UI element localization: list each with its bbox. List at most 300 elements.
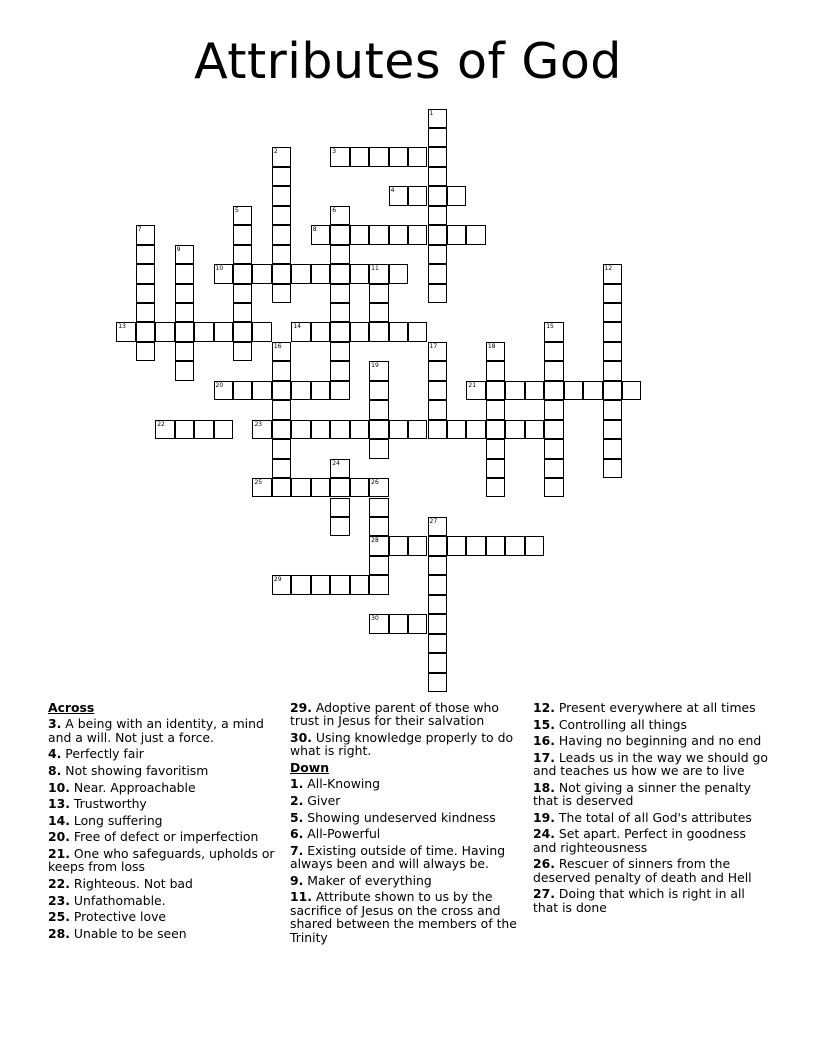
across-clue-28 xyxy=(48,927,284,940)
grid-cell[interactable] xyxy=(330,498,349,517)
clue-number: 17. xyxy=(533,749,555,765)
clue-number: 29. xyxy=(290,700,312,715)
grid-cell[interactable] xyxy=(116,322,135,341)
clue-text: Existing outside of time. Having always been and will always be. xyxy=(290,842,506,872)
clue-number: 8. xyxy=(48,763,62,778)
down-clue-5 xyxy=(290,811,526,824)
grid-cell[interactable] xyxy=(252,264,271,283)
grid-cell[interactable] xyxy=(330,342,349,361)
grid-cell[interactable] xyxy=(389,186,408,205)
grid-cell[interactable] xyxy=(369,536,388,555)
grid-cell[interactable] xyxy=(525,420,544,439)
across-clue-30 xyxy=(290,731,526,758)
grid-cell[interactable] xyxy=(311,420,330,439)
grid-cell[interactable] xyxy=(311,322,330,341)
grid-cell[interactable] xyxy=(583,381,602,400)
grid-cell[interactable] xyxy=(350,478,369,497)
grid-cell[interactable] xyxy=(175,284,194,303)
cell-number: 22 xyxy=(157,420,165,428)
clue-text: Perfectly fair xyxy=(65,746,144,762)
grid-cell[interactable] xyxy=(603,400,622,419)
grid-cell[interactable] xyxy=(233,381,252,400)
grid-cell[interactable] xyxy=(272,575,291,594)
grid-cell[interactable] xyxy=(291,575,310,594)
clue-text: Righteous. Not bad xyxy=(73,875,193,891)
grid-cell[interactable] xyxy=(408,322,427,341)
grid-cell[interactable] xyxy=(330,459,349,478)
grid-cell[interactable] xyxy=(311,381,330,400)
grid-cell[interactable] xyxy=(428,420,447,439)
grid-cell[interactable] xyxy=(369,284,388,303)
grid-cell[interactable] xyxy=(214,381,233,400)
grid-cell[interactable] xyxy=(233,322,252,341)
grid-cell[interactable] xyxy=(428,206,447,225)
cell-number: 16 xyxy=(273,342,282,350)
grid-cell[interactable] xyxy=(350,147,369,166)
clue-text: Long suffering xyxy=(73,812,163,828)
clue-text: Unable to be seen xyxy=(73,925,187,941)
clue-text: Using knowledge properly to do what is right. xyxy=(290,730,514,759)
clue-number: 5. xyxy=(290,809,304,825)
grid-cell[interactable] xyxy=(272,400,291,419)
down-clue-17 xyxy=(533,751,773,778)
clue-text: Unfathomable. xyxy=(73,892,166,908)
cell-number: 26 xyxy=(371,479,379,487)
grid-cell[interactable] xyxy=(272,381,291,400)
grid-cell[interactable] xyxy=(544,459,563,478)
grid-cell[interactable] xyxy=(369,556,388,575)
grid-cell[interactable] xyxy=(136,342,155,361)
down-clue-2 xyxy=(290,794,526,807)
grid-cell[interactable] xyxy=(330,478,349,497)
grid-cell[interactable] xyxy=(330,361,349,380)
grid-cell[interactable] xyxy=(369,264,388,283)
clue-number: 21. xyxy=(48,845,70,861)
grid-cell[interactable] xyxy=(544,478,563,497)
grid-cell[interactable] xyxy=(272,225,291,244)
clue-text: Controlling all things xyxy=(558,716,687,732)
grid-cell[interactable] xyxy=(330,284,349,303)
grid-cell[interactable] xyxy=(175,264,194,283)
grid-cell[interactable] xyxy=(389,264,408,283)
grid-cell[interactable] xyxy=(194,420,213,439)
grid-cell[interactable] xyxy=(233,245,252,264)
grid-cell[interactable] xyxy=(428,167,447,186)
grid-cell[interactable] xyxy=(272,147,291,166)
grid-cell[interactable] xyxy=(603,322,622,341)
across-clue-22 xyxy=(48,877,284,890)
grid-cell[interactable] xyxy=(233,264,252,283)
cell-number: 8 xyxy=(312,226,317,234)
grid-cell[interactable] xyxy=(603,264,622,283)
grid-cell[interactable] xyxy=(272,245,291,264)
down-clue-12 xyxy=(533,701,773,714)
grid-cell[interactable] xyxy=(214,420,233,439)
clue-text: Doing that which is right in all that is done xyxy=(533,886,745,915)
clue-text: A being with an identity, a mind and a will. Not just a force. xyxy=(48,716,264,745)
grid-cell[interactable] xyxy=(428,109,447,128)
clues-column-3 xyxy=(533,701,773,917)
grid-cell[interactable] xyxy=(486,342,505,361)
cell-number: 7 xyxy=(137,226,142,234)
grid-cell[interactable] xyxy=(369,420,388,439)
grid-cell[interactable] xyxy=(544,400,563,419)
grid-cell[interactable] xyxy=(330,206,349,225)
cell-number: 21 xyxy=(468,381,477,389)
down-clue-1 xyxy=(290,777,526,790)
grid-cell[interactable] xyxy=(330,147,349,166)
down-clue-26 xyxy=(533,857,773,884)
grid-cell[interactable] xyxy=(603,459,622,478)
cell-number: 1 xyxy=(429,109,434,117)
grid-cell[interactable] xyxy=(447,225,466,244)
clue-number: 19. xyxy=(533,809,555,825)
cell-number: 6 xyxy=(332,206,337,214)
grid-cell[interactable] xyxy=(505,536,524,555)
grid-cell[interactable] xyxy=(544,342,563,361)
grid-cell[interactable] xyxy=(311,478,330,497)
grid-cell[interactable] xyxy=(603,361,622,380)
grid-cell[interactable] xyxy=(369,575,388,594)
grid-cell[interactable] xyxy=(369,614,388,633)
grid-cell[interactable] xyxy=(311,225,330,244)
grid-cell[interactable] xyxy=(233,342,252,361)
grid-cell[interactable] xyxy=(603,381,622,400)
grid-cell[interactable] xyxy=(330,420,349,439)
grid-cell[interactable] xyxy=(369,517,388,536)
grid-cell[interactable] xyxy=(428,342,447,361)
cell-number: 25 xyxy=(254,479,263,487)
cell-number: 19 xyxy=(371,362,379,370)
grid-cell[interactable] xyxy=(350,322,369,341)
grid-cell[interactable] xyxy=(564,381,583,400)
clue-number: 2. xyxy=(290,793,304,808)
clue-text: One who safeguards, upholds or keeps from loss xyxy=(48,845,275,875)
down-heading: Down xyxy=(290,760,330,775)
clue-text: All-Knowing xyxy=(307,776,380,792)
grid-cell[interactable] xyxy=(428,381,447,400)
grid-cell[interactable] xyxy=(428,634,447,653)
grid-cell[interactable] xyxy=(272,342,291,361)
grid-cell[interactable] xyxy=(408,147,427,166)
grid-cell[interactable] xyxy=(486,400,505,419)
grid-cell[interactable] xyxy=(466,420,485,439)
clue-number: 16. xyxy=(533,733,555,749)
grid-cell[interactable] xyxy=(505,381,524,400)
grid-cell[interactable] xyxy=(466,381,485,400)
down-clue-11 xyxy=(290,890,526,944)
grid-cell[interactable] xyxy=(408,536,427,555)
grid-cell[interactable] xyxy=(291,264,310,283)
cell-number: 12 xyxy=(604,265,613,273)
across-clue-13 xyxy=(48,797,284,810)
grid-cell[interactable] xyxy=(311,575,330,594)
cell-number: 15 xyxy=(546,323,554,331)
clue-number: 10. xyxy=(48,779,70,795)
clue-text: Attribute shown to us by the sacrifice of Jesus on the cross and shared between the members of the Trinity xyxy=(290,889,517,945)
grid-cell[interactable] xyxy=(369,147,388,166)
grid-cell[interactable] xyxy=(525,536,544,555)
grid-cell[interactable] xyxy=(428,536,447,555)
grid-cell[interactable] xyxy=(486,478,505,497)
grid-cell[interactable] xyxy=(369,478,388,497)
clue-number: 25. xyxy=(48,909,70,925)
grid-cell[interactable] xyxy=(330,245,349,264)
grid-cell[interactable] xyxy=(233,303,252,322)
grid-cell[interactable] xyxy=(544,381,563,400)
grid-cell[interactable] xyxy=(428,361,447,380)
grid-cell[interactable] xyxy=(291,322,310,341)
grid-cell[interactable] xyxy=(603,284,622,303)
grid-cell[interactable] xyxy=(428,400,447,419)
grid-cell[interactable] xyxy=(525,381,544,400)
down-clue-6 xyxy=(290,827,526,840)
cell-number: 11 xyxy=(371,265,379,273)
across-heading: Across xyxy=(48,700,95,715)
across-clue-8 xyxy=(48,764,284,777)
cell-number: 20 xyxy=(215,381,224,389)
clue-number: 15. xyxy=(533,716,555,732)
grid-cell[interactable] xyxy=(252,478,271,497)
grid-cell[interactable] xyxy=(603,303,622,322)
clue-number: 24. xyxy=(533,826,555,842)
grid-cell[interactable] xyxy=(311,264,330,283)
cell-number: 30 xyxy=(371,615,379,623)
cell-number: 18 xyxy=(487,342,496,350)
grid-cell[interactable] xyxy=(389,322,408,341)
across-clue-20 xyxy=(48,830,284,843)
clue-text: All-Powerful xyxy=(307,826,381,842)
cell-number: 29 xyxy=(273,576,282,584)
down-clue-27 xyxy=(533,887,773,914)
clue-text: Adoptive parent of those who trust in Jesus for their salvation xyxy=(290,700,499,729)
grid-cell[interactable] xyxy=(544,361,563,380)
grid-cell[interactable] xyxy=(136,284,155,303)
grid-cell[interactable] xyxy=(136,303,155,322)
grid-cell[interactable] xyxy=(428,147,447,166)
clue-text: Trustworthy xyxy=(73,796,147,812)
grid-cell[interactable] xyxy=(486,420,505,439)
down-clue-15 xyxy=(533,718,773,731)
clue-number: 12. xyxy=(533,700,555,715)
grid-cell[interactable] xyxy=(136,264,155,283)
grid-cell[interactable] xyxy=(330,381,349,400)
grid-cell[interactable] xyxy=(214,264,233,283)
grid-cell[interactable] xyxy=(428,517,447,536)
across-clue-3 xyxy=(48,717,284,744)
grid-cell[interactable] xyxy=(622,381,641,400)
grid-cell[interactable] xyxy=(447,420,466,439)
grid-cell[interactable] xyxy=(428,595,447,614)
clue-number: 30. xyxy=(290,730,312,745)
grid-cell[interactable] xyxy=(466,225,485,244)
grid-cell[interactable] xyxy=(486,381,505,400)
grid-cell[interactable] xyxy=(350,225,369,244)
grid-cell[interactable] xyxy=(175,361,194,380)
grid-cell[interactable] xyxy=(428,575,447,594)
clue-text: Giver xyxy=(307,793,341,808)
grid-cell[interactable] xyxy=(350,575,369,594)
grid-cell[interactable] xyxy=(291,420,310,439)
grid-cell[interactable] xyxy=(408,614,427,633)
grid-cell[interactable] xyxy=(252,322,271,341)
grid-cell[interactable] xyxy=(272,186,291,205)
clue-number: 28. xyxy=(48,925,70,941)
grid-cell[interactable] xyxy=(272,284,291,303)
grid-cell[interactable] xyxy=(272,459,291,478)
down-clue-18 xyxy=(533,781,773,808)
grid-cell[interactable] xyxy=(369,400,388,419)
clue-number: 11. xyxy=(290,889,312,905)
grid-cell[interactable] xyxy=(330,225,349,244)
down-clue-24 xyxy=(533,827,773,854)
grid-cell[interactable] xyxy=(603,439,622,458)
grid-cell[interactable] xyxy=(486,459,505,478)
grid-cell[interactable] xyxy=(175,303,194,322)
across-clue-4 xyxy=(48,747,284,760)
grid-cell[interactable] xyxy=(408,186,427,205)
grid-cell[interactable] xyxy=(447,186,466,205)
grid-cell[interactable] xyxy=(466,536,485,555)
grid-cell[interactable] xyxy=(272,478,291,497)
grid-cell[interactable] xyxy=(330,303,349,322)
grid-cell[interactable] xyxy=(272,264,291,283)
grid-cell[interactable] xyxy=(369,498,388,517)
cell-number: 2 xyxy=(273,148,278,156)
clue-text: Set apart. Perfect in goodness and righteousness xyxy=(533,826,746,855)
clue-text: Not showing favoritism xyxy=(65,763,209,778)
grid-cell[interactable] xyxy=(350,420,369,439)
grid-cell[interactable] xyxy=(369,322,388,341)
grid-cell[interactable] xyxy=(369,361,388,380)
grid-cell[interactable] xyxy=(428,556,447,575)
clue-text: Showing undeserved kindness xyxy=(307,809,496,825)
grid-cell[interactable] xyxy=(505,420,524,439)
grid-cell[interactable] xyxy=(486,439,505,458)
clue-text: Not giving a sinner the penalty that is deserved xyxy=(533,779,751,809)
across-clue-25 xyxy=(48,910,284,923)
grid-cell[interactable] xyxy=(447,536,466,555)
clue-number: 7. xyxy=(290,842,304,858)
grid-cell[interactable] xyxy=(428,653,447,672)
cell-number: 23 xyxy=(254,420,263,428)
grid-cell[interactable] xyxy=(175,420,194,439)
grid-cell[interactable] xyxy=(330,575,349,594)
grid-cell[interactable] xyxy=(272,420,291,439)
cell-number: 5 xyxy=(235,206,239,214)
clue-number: 1. xyxy=(290,776,304,792)
clue-number: 13. xyxy=(48,796,70,812)
across-clue-14 xyxy=(48,814,284,827)
grid-cell[interactable] xyxy=(389,420,408,439)
grid-cell[interactable] xyxy=(155,322,174,341)
down-clue-19 xyxy=(533,811,773,824)
grid-cell[interactable] xyxy=(291,381,310,400)
grid-cell[interactable] xyxy=(272,361,291,380)
grid-cell[interactable] xyxy=(272,206,291,225)
clue-text: Having no beginning and no end xyxy=(558,733,762,749)
grid-cell[interactable] xyxy=(544,420,563,439)
clue-text: Leads us in the way we should go and teaches us how we are to live xyxy=(533,749,768,779)
grid-cell[interactable] xyxy=(252,381,271,400)
grid-cell[interactable] xyxy=(155,420,174,439)
cell-number: 9 xyxy=(176,245,181,253)
cell-number: 24 xyxy=(332,459,340,467)
grid-cell[interactable] xyxy=(428,225,447,244)
grid-cell[interactable] xyxy=(330,322,349,341)
grid-cell[interactable] xyxy=(272,167,291,186)
clue-number: 20. xyxy=(48,829,70,845)
grid-cell[interactable] xyxy=(369,303,388,322)
grid-cell[interactable] xyxy=(136,245,155,264)
grid-cell[interactable] xyxy=(428,264,447,283)
grid-cell[interactable] xyxy=(233,284,252,303)
grid-cell[interactable] xyxy=(389,614,408,633)
grid-cell[interactable] xyxy=(544,322,563,341)
grid-cell[interactable] xyxy=(214,322,233,341)
grid-cell[interactable] xyxy=(428,284,447,303)
grid-cell[interactable] xyxy=(233,225,252,244)
across-clue-10 xyxy=(48,781,284,794)
grid-cell[interactable] xyxy=(330,264,349,283)
grid-cell[interactable] xyxy=(428,245,447,264)
cell-number: 10 xyxy=(215,265,224,273)
grid-cell[interactable] xyxy=(603,420,622,439)
grid-cell[interactable] xyxy=(194,322,213,341)
grid-cell[interactable] xyxy=(252,420,271,439)
cell-number: 27 xyxy=(429,517,438,525)
clue-number: 22. xyxy=(48,875,70,891)
grid-cell[interactable] xyxy=(175,342,194,361)
puzzle-title: Attributes of God xyxy=(194,33,622,90)
grid-cell[interactable] xyxy=(544,439,563,458)
clue-text: Free of defect or imperfection xyxy=(73,829,259,845)
grid-cell[interactable] xyxy=(136,322,155,341)
grid-cell[interactable] xyxy=(428,673,447,692)
clue-number: 26. xyxy=(533,856,555,872)
clue-text: Protective love xyxy=(73,909,167,925)
grid-cell[interactable] xyxy=(389,536,408,555)
grid-cell[interactable] xyxy=(136,225,155,244)
grid-cell[interactable] xyxy=(369,381,388,400)
clue-number: 18. xyxy=(533,779,555,795)
grid-cell[interactable] xyxy=(408,420,427,439)
grid-cell[interactable] xyxy=(486,361,505,380)
grid-cell[interactable] xyxy=(175,245,194,264)
grid-cell[interactable] xyxy=(428,186,447,205)
grid-cell[interactable] xyxy=(350,264,369,283)
grid-cell[interactable] xyxy=(233,206,252,225)
grid-cell[interactable] xyxy=(369,439,388,458)
grid-cell[interactable] xyxy=(389,225,408,244)
cell-number: 3 xyxy=(332,148,337,156)
grid-cell[interactable] xyxy=(389,147,408,166)
down-clue-16 xyxy=(533,734,773,747)
grid-cell[interactable] xyxy=(291,478,310,497)
grid-cell[interactable] xyxy=(428,614,447,633)
clues-column-1 xyxy=(48,701,284,943)
grid-cell[interactable] xyxy=(330,517,349,536)
clue-number: 14. xyxy=(48,812,70,828)
grid-cell[interactable] xyxy=(369,225,388,244)
grid-cell[interactable] xyxy=(486,536,505,555)
grid-cell[interactable] xyxy=(272,439,291,458)
grid-cell[interactable] xyxy=(428,128,447,147)
grid-cell[interactable] xyxy=(175,322,194,341)
grid-cell[interactable] xyxy=(408,225,427,244)
grid-cell[interactable] xyxy=(603,342,622,361)
across-clue-21 xyxy=(48,847,284,874)
